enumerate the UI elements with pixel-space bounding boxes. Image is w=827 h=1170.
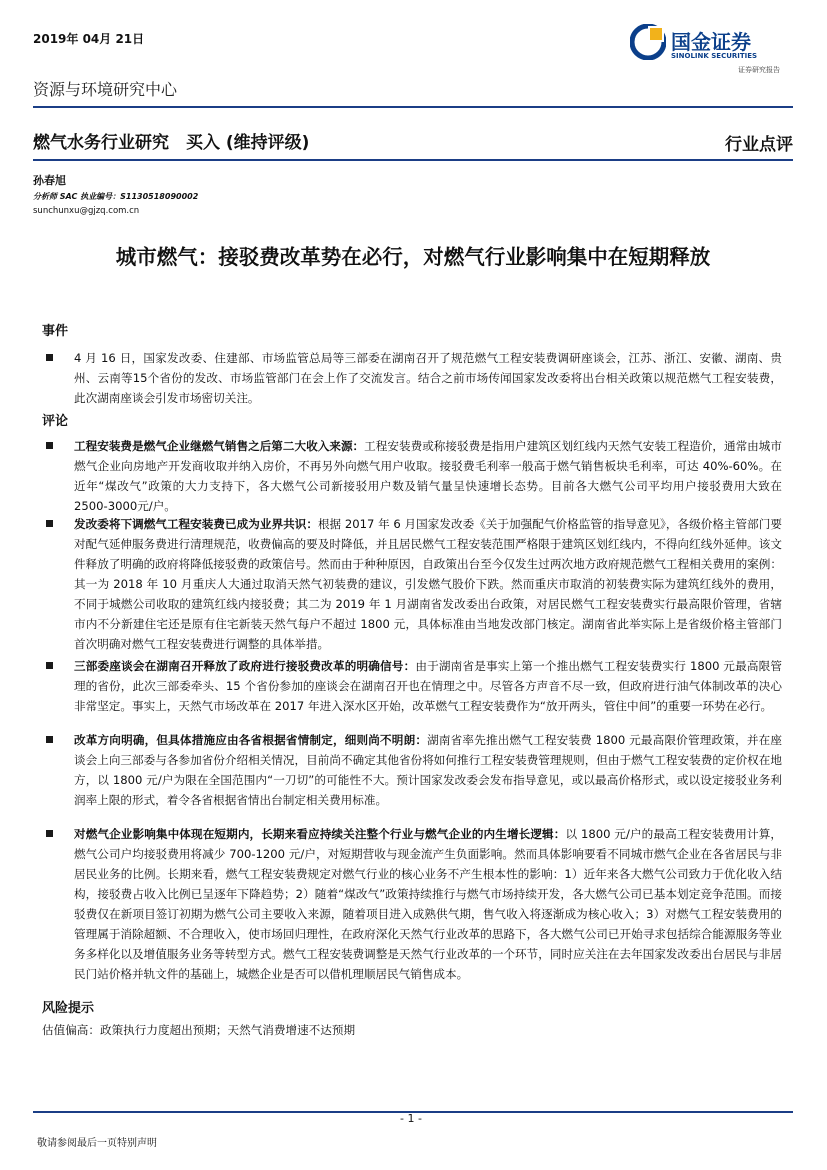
section-heading-risk: 风险提示 — [42, 1001, 95, 1016]
company-name: 国金证券 — [671, 30, 751, 54]
author-name: 孙春旭 — [33, 174, 66, 187]
bullet-icon — [46, 830, 53, 837]
item-text: 以 1800 元/户的最高工程安装费用计算，燃气公司户均接驳费用将减少 700-1200 元/户，对短期营收与现金流产生负面影响。然而具体影响要看不同城市燃气企业在各省居民与非居民业务的比例。长期来看，燃气工程安装费规定对燃气行业的核心业务不产生根本性的影响：1）近年来各大燃气公司致力于优化收入结构，接驳费占收入比例已呈逐年下降趋势；2）随着“煤改气”政策持续推行与燃气市场持续开发，各大燃气公司已基本划定竞争范围。而接驳费仅在新项目签订初期为燃气公司主要收入来源，随着项目进入成熟供气期，售气收入将逐渐成为核心收入；3）对燃气工程安装费用的管理属于消除超额、不合理收入，使市场回归理性，在政府深化天然气行业改革的思路下，各大燃气公司已开始寻求包括综合能源服务等业务多样化以及增值服务业务等转型方式。燃气工程安装费调整是天然气行业改革的一个环节，同时应关注在去年国家发改委出台居民与非居民门站价格并轨文件的基础上，城燃企业是否可以借机理顺居民气销售成本。 — [74, 827, 782, 981]
company-name-en: SINOLINK SECURITIES — [671, 52, 758, 60]
list-item — [46, 730, 782, 810]
item-text: 由于湖南省是事实上第一个推出燃气工程安装费实行 1800 元最高限管理的省份，此次三部委牵头、15 个省份参加的座谈会在湖南召开也在情理之中。尽管各方声音不尽一致，但政府进行油气体制改革的决心非常坚定。事实上，天然气市场改革在 2017 年进入深水区开始，改革燃气工程安装费作为“放开两头，管住中间”的重要一环势在必行。 — [74, 659, 782, 713]
headline-rule — [33, 159, 793, 161]
list-item — [46, 656, 782, 716]
bullet-icon — [46, 736, 53, 743]
author-email[interactable]: sunchunxu@gjzq.com.cn — [33, 206, 140, 216]
item-lead: 对燃气企业影响集中体现在短期内，长期来看应持续关注整个行业与燃气企业的内生增长逻辑： — [74, 827, 566, 841]
event-block — [46, 348, 782, 408]
list-item — [46, 514, 782, 654]
report-label: 证券研究报告 — [738, 66, 780, 74]
author-cert: 分析师 SAC 执业编号：S1130518090002 — [33, 192, 199, 201]
sinolink-logo-icon — [630, 24, 666, 60]
comment-item-5 — [46, 824, 782, 984]
page-number: - 1 - — [400, 1112, 422, 1125]
comment-item-1 — [46, 436, 782, 516]
bullet-icon — [46, 662, 53, 669]
item-text: 湖南省率先推出燃气工程安装费 1800 元最高限价管理政策，并在座谈会上向三部委与各参加省份介绍相关情况，目前尚不确定其他省份将如何推行工程安装费管理规则，但由于燃气工程安装费的定价权在地方，以 1800 元/户为限在全国范围内“一刀切”的可能性不大。预计国家发改委会发布指导意见，或以最高价格形式，或以设定接驳业务利润率上限的形式，着令各省根据省情出台制定相关费用标准。 — [74, 733, 782, 807]
list-item — [46, 436, 782, 516]
report-type: 行业点评 — [725, 135, 793, 155]
list-item — [46, 348, 782, 408]
research-department: 资源与环境研究中心 — [33, 80, 178, 99]
item-lead: 改革方向明确，但具体措施应由各省根据省情制定，细则尚不明朗： — [74, 733, 428, 747]
report-title: 城市燃气：接驳费改革势在必行，对燃气行业影响集中在短期释放 — [115, 245, 711, 269]
industry-rating: 燃气水务行业研究 买入 (维持评级) — [33, 133, 310, 153]
report-date: 2019年 04月 21日 — [33, 32, 145, 46]
item-lead: 工程安装费是燃气企业继燃气销售之后第二大收入来源： — [74, 439, 365, 453]
company-logo — [630, 22, 800, 78]
header-rule — [33, 106, 793, 108]
bullet-icon — [46, 520, 53, 527]
section-heading-comment: 评论 — [42, 414, 69, 429]
item-lead: 三部委座谈会在湖南召开释放了政府进行接驳费改革的明确信号： — [74, 659, 416, 673]
bullet-icon — [46, 354, 53, 361]
item-text: 根据 2017 年 6 月国家发改委《关于加强配气价格监管的指导意见》，各级价格主管部门要对配气延伸服务费进行清理规范，收费偏高的要及时降低，并且居民燃气工程安装范围严格限于建筑区划红线内，不得向红线外延伸。该文件释放了明确的政府将降低接驳费的政策信号。然而由于种种原因，自政策出台至今仅发生过两次地方政府规范燃气工程相关费用的案例：其一为 2018 年 10 月重庆人大通过取消天然气初装费的建议，引发燃气股价下跌。然而重庆市取消的初装费实际为建筑红线外的费用，不同于城燃公司收取的建筑红线内接驳费；其二为 2019 年 1 月湖南省发改委出台政策，对居民燃气工程安装费实行最高限价管理，省辖市内不分新建住宅还是原有住宅新装天然气每户不超过 1800 元，具体标准由当地发改部门核定。湖南省此举实际上是省级价格主管部门首次明确对燃气工程安装费进行调整的具体举措。 — [74, 517, 782, 651]
bullet-icon — [46, 442, 53, 449]
comment-item-3 — [46, 656, 782, 716]
footer-disclaimer: 敬请参阅最后一页特别声明 — [37, 1138, 157, 1149]
comment-item-2 — [46, 514, 782, 654]
item-lead: 发改委将下调燃气工程安装费已成为业界共识： — [74, 517, 318, 531]
event-text: 4 月 16 日，国家发改委、住建部、市场监管总局等三部委在湖南召开了规范燃气工程安装费调研座谈会，江苏、浙江、安徽、湖南、贵州、云南等15个省份的发改、市场监管部门在会上作了交流发言。结合之前市场传闻国家发改委将出台相关政策以规范燃气工程安装费，此次湖南座谈会引发市场密切关注。 — [74, 351, 782, 405]
list-item — [46, 824, 782, 984]
comment-item-4 — [46, 730, 782, 810]
section-heading-event: 事件 — [42, 324, 69, 339]
item-text: 工程安装费或称接驳费是指用户建筑区划红线内天然气安装工程造价，通常由城市燃气企业向房地产开发商收取并纳入房价，不再另外向燃气用户收取。接驳费毛利率一般高于燃气销售板块毛利率，可达 40%-60%。在近年“煤改气”政策的大力支持下，各大燃气公司新接驳用户数及销气量呈快速增长态势。目前各大燃气公司平均用户接驳费用大致在 2500-3000元/户。 — [74, 439, 782, 513]
risk-text: 估值偏高：政策执行力度超出预期；天然气消费增速不达预期 — [42, 1023, 356, 1037]
